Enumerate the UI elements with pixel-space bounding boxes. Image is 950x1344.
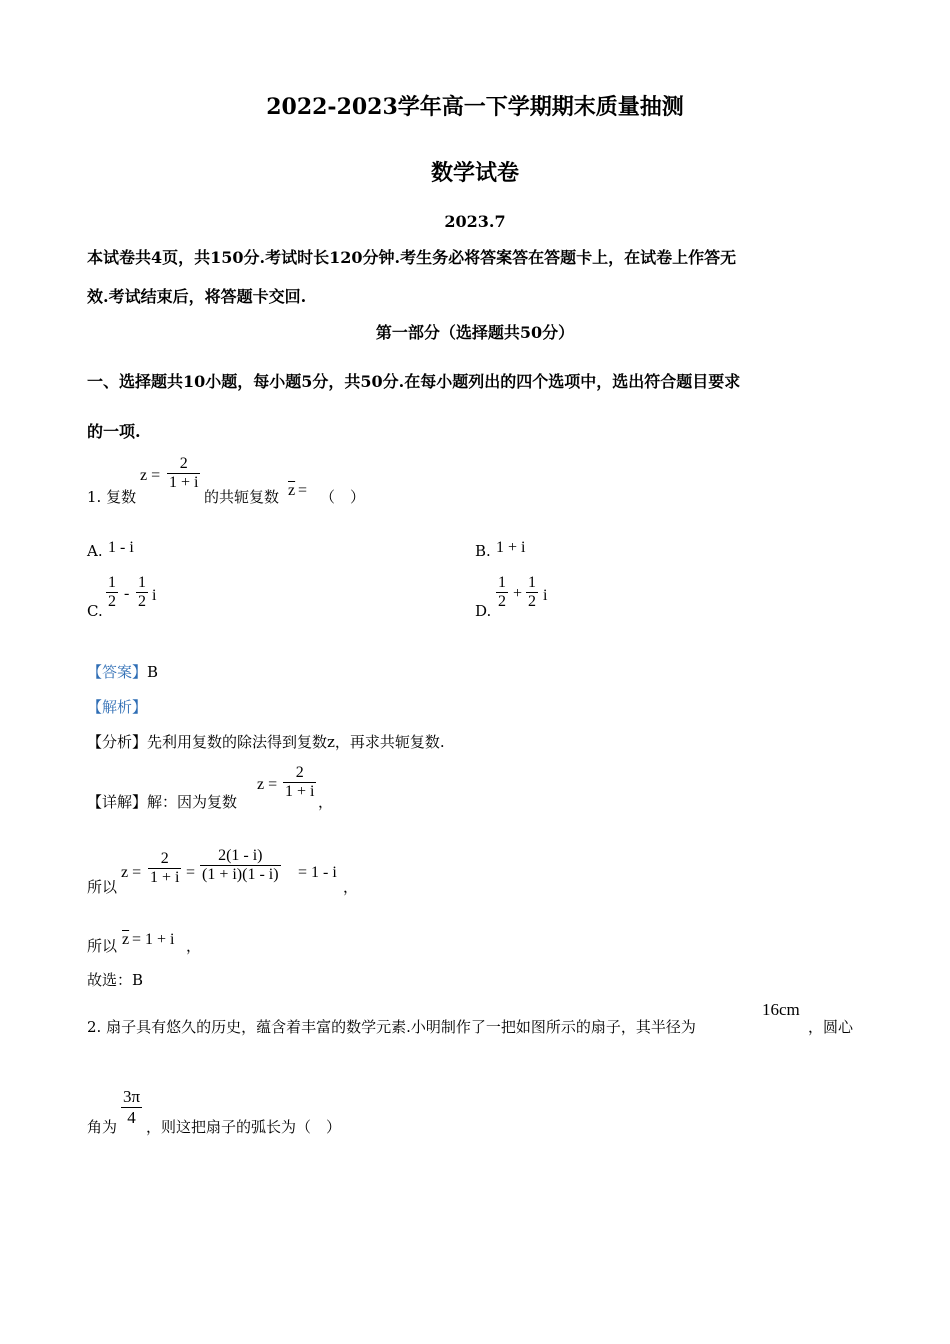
answer-value: B (147, 663, 159, 681)
zbar-comma: ， (186, 937, 202, 955)
frac-num: 1 (108, 574, 116, 591)
q1-option-b-value: 1 + i (496, 539, 526, 556)
frac-den: 4 (121, 1107, 142, 1128)
fenxi-tag: 【分析】 (87, 733, 148, 751)
q1-option-d-label: D. (475, 602, 492, 620)
q2-line-2-end: ，则这把扇子的弧长为（ ） (146, 1118, 342, 1136)
conclusion: 故选：B (87, 971, 144, 989)
q2-radius: 16cm (762, 1000, 800, 1019)
frac-den: 2 (108, 593, 116, 610)
instructions-line-1: 本试卷共4页，共150分.考试时长120分钟.考生务必将答案答在答题卡上，在试卷上作答无 (87, 248, 737, 267)
q1-z-eq: z = (140, 467, 161, 484)
q2-line-1: 2. 扇子具有悠久的历史，蕴含着丰富的数学元素.小明制作了一把如图所示的扇子，其半径为 (87, 1018, 696, 1036)
frac-num: 1 (498, 574, 506, 591)
section-instruction-line-2: 的一项. (87, 422, 141, 441)
q2-angle-fraction (121, 1087, 142, 1128)
detail-line (87, 791, 237, 812)
q1-option-c-label: C. (87, 602, 103, 620)
calc-eq: = (186, 864, 196, 881)
frac-den: (1 + i)(1 - i) (202, 866, 279, 883)
fenxi-line (87, 731, 445, 752)
detail-text: 解：因为复数 (147, 793, 238, 811)
q1-option-d-i: i (543, 587, 548, 604)
q1-option-c-i: i (152, 587, 157, 604)
q1-zbar: $\overline{z}$ (288, 482, 296, 499)
frac-num: 2(1 - i) (218, 847, 263, 864)
calc-fraction-2 (200, 847, 281, 884)
q1-frac-num: 2 (179, 455, 188, 472)
q1-option-b-label: B. (475, 542, 491, 560)
q1-option-a-label: A. (87, 542, 103, 560)
frac-num: 2 (295, 764, 304, 781)
section-instruction-line-1: 一、选择题共10小题，每小题5分，共50分.在每小题列出的四个选项中，选出符合题目要求 (87, 372, 741, 391)
frac-den: 2 (498, 593, 506, 610)
q1-answer (87, 661, 158, 682)
q1-paren: （ ） (320, 488, 366, 506)
zbar-symbol: $\overline{z}$ (122, 931, 130, 948)
exam-date: 2023.7 (444, 212, 506, 231)
detail-tag: 【详解】 (87, 793, 148, 811)
detail-comma: ， (318, 793, 334, 811)
fenxi-text: 先利用复数的除法得到复数z，再求共轭复数. (147, 733, 445, 751)
calc-fraction-1 (148, 850, 181, 887)
exam-subtitle: 数学试卷 (430, 160, 519, 186)
calc-result: = 1 - i (298, 864, 337, 881)
q1-mid-text: 的共轭复数 (204, 488, 280, 506)
detail-fraction (283, 764, 316, 801)
frac-den: 1 + i (285, 783, 315, 800)
calc-comma: ， (343, 878, 359, 896)
instructions-line-2: 效.考试结束后，将答题卡交回. (87, 287, 307, 306)
q2-line-1-end: ，圆心 (808, 1018, 854, 1036)
q1-eq: = (298, 482, 308, 499)
frac-num: 2 (160, 850, 169, 867)
frac-num: 3π (123, 1087, 141, 1106)
zbar-equation: = 1 + i (132, 931, 175, 948)
q1-prefix: 1. 复数 (87, 488, 137, 506)
answer-tag: 【答案】 (87, 663, 148, 681)
q1-option-d-op: + (513, 585, 523, 602)
frac-den: 2 (138, 593, 146, 610)
frac-den: 2 (528, 593, 536, 610)
exam-title: 2022-2023学年高一下学期期末质量抽测 (266, 94, 684, 120)
analysis-tag: 【解析】 (87, 698, 148, 716)
part1-heading: 第一部分（选择题共50分） (375, 323, 575, 342)
q2-line-2-prefix: 角为 (87, 1118, 118, 1136)
detail-z-eq: z = (257, 776, 278, 793)
frac-num: 1 (528, 574, 536, 591)
q1-option-c-frac-2 (136, 574, 148, 611)
q1-option-d-frac-1 (496, 574, 508, 611)
zbar-suoyi: 所以 (87, 937, 118, 955)
calc-z-eq: z = (121, 864, 142, 881)
calc-suoyi: 所以 (87, 878, 118, 896)
q1-frac-den: 1 + i (169, 474, 199, 491)
frac-den: 1 + i (150, 869, 180, 886)
q1-option-c-op: - (124, 585, 130, 602)
q1-option-d-frac-2 (526, 574, 538, 611)
q1-option-c-frac-1 (106, 574, 118, 611)
q1-fraction (167, 455, 200, 492)
frac-num: 1 (138, 574, 146, 591)
q1-option-a-value: 1 - i (108, 539, 134, 556)
